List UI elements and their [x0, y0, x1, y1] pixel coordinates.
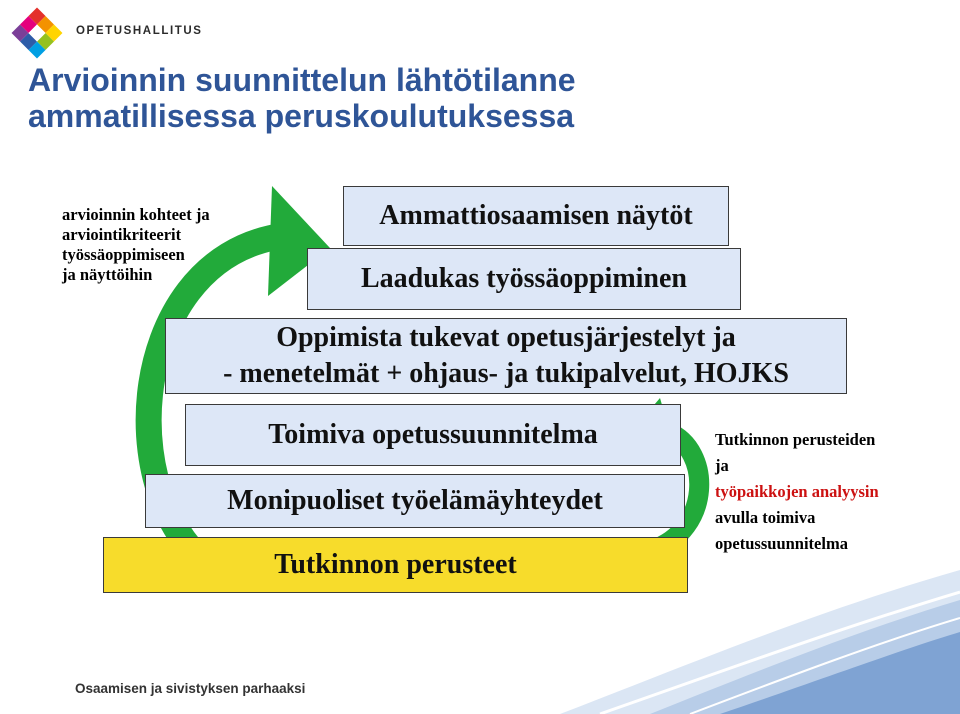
pyramid-base-tutkinnon-perusteet: Tutkinnon perusteet [103, 537, 688, 593]
title-line-1: Arvioinnin suunnittelun lähtötilanne [28, 62, 576, 98]
title-line-2: ammatillisessa peruskoulutuksessa [28, 98, 575, 134]
pyramid-level-opetusjarjestelyt: Oppimista tukevat opetusjärjestelyt ja - menetelmät + ohjaus- ja tukipalvelut, HOJKS [165, 318, 847, 394]
left-annotation: arvioinnin kohteet ja arviointikriteerit työssäoppimiseen ja näyttöihin [62, 205, 210, 284]
pyramid-level-tyossaoppiminen: Laadukas työssäoppiminen [307, 248, 741, 310]
footer-slogan: Osaamisen ja sivistyksen parhaaksi [75, 681, 306, 696]
pyramid-level-opetussuunnitelma: Toimiva opetussuunnitelma [185, 404, 681, 466]
pyramid-level-naytot: Ammattiosaamisen näytöt [343, 186, 729, 246]
right-annotation: Tutkinnon perusteiden ja työpaikkojen analyysin avulla toimiva opetussuunnitelma [715, 430, 879, 553]
pyramid-level-tyoelamayhteydet: Monipuoliset työelämäyhteydet [145, 474, 685, 528]
logo-wordmark: OPETUSHALLITUS [76, 25, 203, 37]
